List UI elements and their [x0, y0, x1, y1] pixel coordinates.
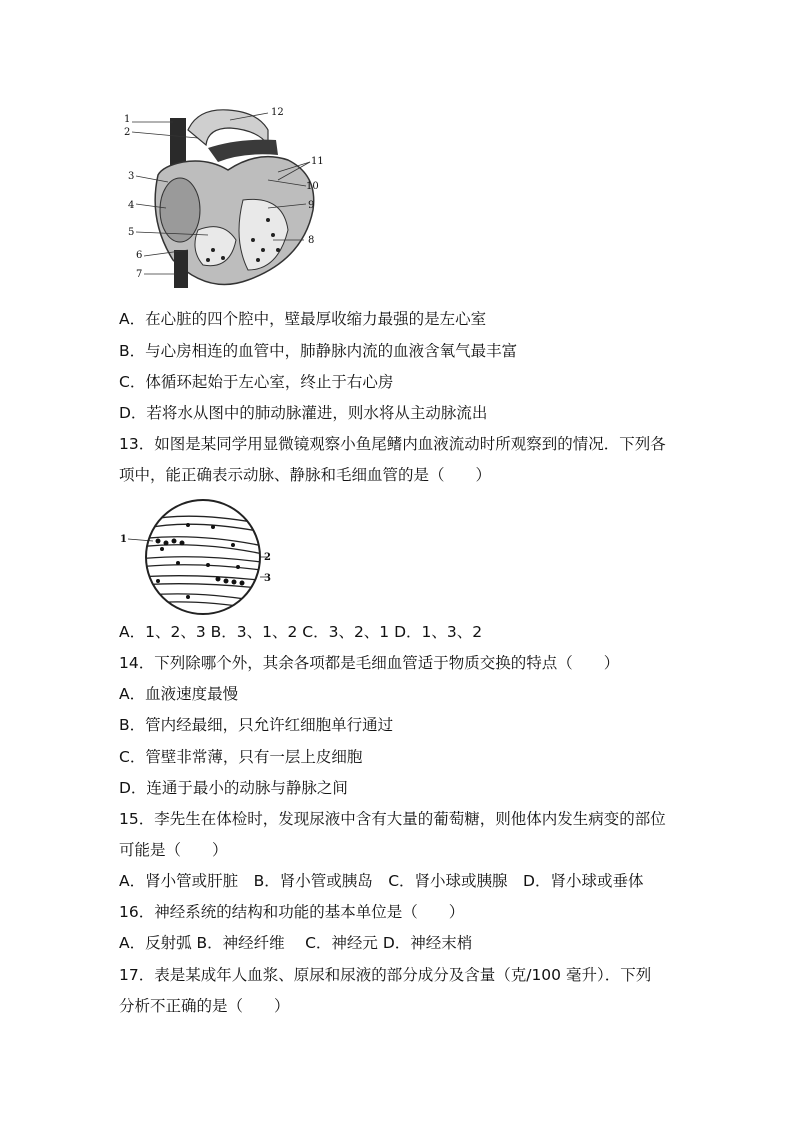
q15-options: A．肾小管或肝脏 B．肾小管或胰岛 C．肾小球或胰腺 D．肾小球或垂体	[119, 872, 644, 890]
heart-label-12: 12	[271, 107, 284, 118]
blood-vessel-svg	[118, 497, 278, 617]
q16-options: A．反射弧 B．神经纤维 C．神经元 D．神经末梢	[119, 934, 473, 952]
q12-option-a: A．在心脏的四个腔中，壁最厚收缩力最强的是左心室	[119, 310, 487, 328]
q13-stem-line1: 13．如图是某同学用显微镜观察小鱼尾鳍内血液流动时所观察到的情况．下列各	[119, 435, 666, 453]
heart-label-8: 8	[308, 235, 315, 246]
heart-label-3: 3	[128, 171, 135, 182]
q13-stem-line2: 项中，能正确表示动脉、静脉和毛细血管的是（ ）	[119, 466, 492, 484]
vessel-label-1: 1	[120, 534, 127, 545]
q14-option-a: A．血液速度最慢	[119, 685, 239, 703]
q17-stem-line1: 17．表是某成年人血浆、原尿和尿液的部分成分及含量（克/100 毫升）．下列	[119, 966, 652, 984]
heart-label-9: 9	[308, 200, 315, 211]
heart-label-5: 5	[128, 227, 135, 238]
heart-label-4: 4	[128, 200, 135, 211]
q12-option-d: D．若将水从图中的肺动脉灌进，则水将从主动脉流出	[119, 404, 488, 422]
heart-label-2: 2	[124, 127, 131, 138]
q14-stem: 14．下列除哪个外，其余各项都是毛细血管适于物质交换的特点（ ）	[119, 654, 620, 672]
blood-vessel-diagram	[118, 497, 278, 617]
q14-option-b: B．管内经最细，只允许红细胞单行通过	[119, 716, 394, 734]
q15-stem-line1: 15．李先生在体检时，发现尿液中含有大量的葡萄糖，则他体内发生病变的部位	[119, 810, 666, 828]
heart-label-6: 6	[136, 250, 143, 261]
q16-stem: 16．神经系统的结构和功能的基本单位是（ ）	[119, 903, 465, 921]
heart-label-1: 1	[124, 114, 131, 125]
inferior-vena-cava-shape	[174, 250, 188, 288]
q13-options: A．1、2、3 B．3、1、2 C．3、2、1 D．1、3、2	[119, 623, 483, 641]
q17-stem-line2: 分析不正确的是（ ）	[119, 997, 290, 1015]
heart-label-10: 10	[306, 181, 319, 192]
heart-diagram	[118, 100, 333, 295]
q12-option-b: B．与心房相连的血管中，肺静脉内流的血液含氧气最丰富	[119, 342, 518, 360]
q12-option-c: C．体循环起始于左心室，终止于右心房	[119, 373, 394, 391]
heart-label-11: 11	[311, 156, 324, 167]
right-atrium-shape	[160, 178, 200, 242]
vessel-label-2: 2	[264, 552, 271, 563]
heart-label-7: 7	[136, 269, 143, 280]
q14-option-c: C．管壁非常薄，只有一层上皮细胞	[119, 748, 363, 766]
heart-diagram-svg	[118, 100, 333, 295]
q15-stem-line2: 可能是（ ）	[119, 841, 228, 859]
q14-option-d: D．连通于最小的动脉与静脉之间	[119, 779, 348, 797]
vessel-label-3: 3	[264, 573, 271, 584]
